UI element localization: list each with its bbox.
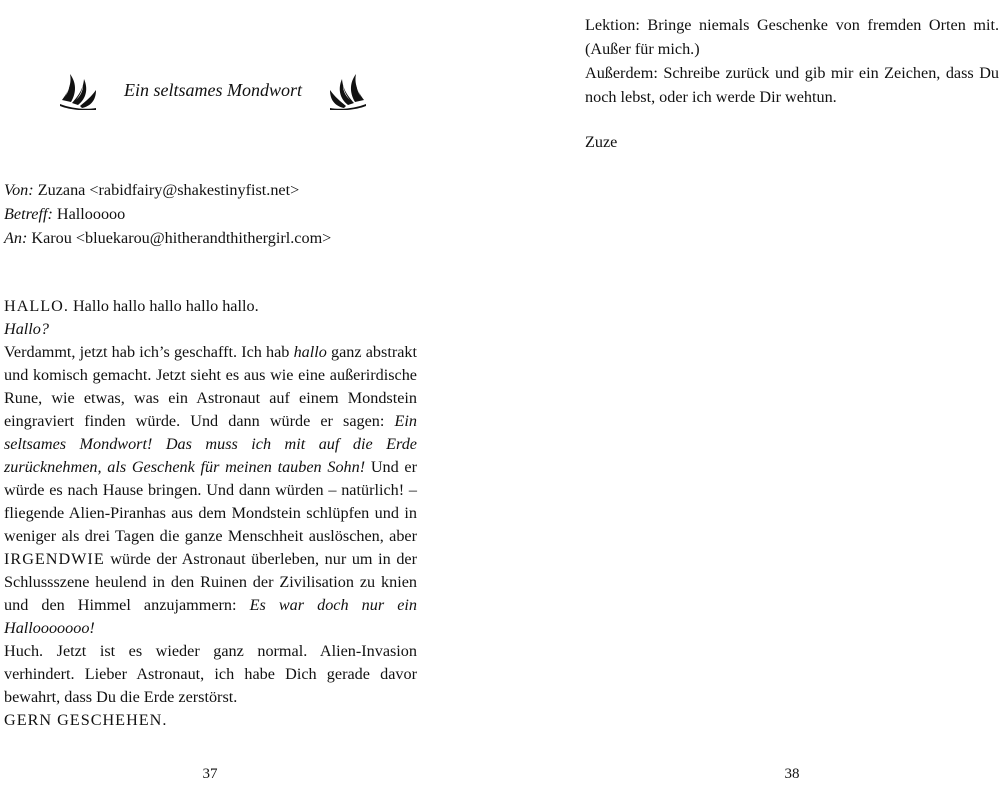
email-subject-line [4,202,331,226]
email-body [4,295,417,732]
chapter-heading [58,70,368,110]
email-from-line [4,178,331,202]
body-paragraph-huch: Huch. Jetzt ist es wieder ganz normal. Alien-Invasion verhindert. Lieber Astronaut, ich habe Dich gerade davor bewahrt, dass Du die Erde zerstörst. [4,642,417,706]
right-page [500,0,1000,800]
email-from-value: Zuzana <rabidfairy@shakestinyfist.net> [37,181,300,199]
body-text-run: ganz abstrakt und komisch gemacht. Jetzt sieht es aus wie eine außerirdische Rune, wie etwas, was ein Astronaut auf einem Mondstein eingraviert finden würde. Und dann würde er sagen: [4,343,417,430]
email-to-line [4,226,331,250]
body-text-run: würde der Astronaut überleben, nur um in der Schlussszene heulend in den Ruinen der Zivilisation zu knien und den Himmel anzujammern: [4,550,417,614]
email-subject-value: Hallooooo [56,205,126,223]
email-to-value: Karou <bluekarou@hitherandthithergirl.com> [31,229,332,247]
also-paragraph: Außerdem: Schreibe zurück und gib mir ein Zeichen, dass Du noch lebst, oder ich werde Dir wehtun. [585,64,999,106]
email-header [4,178,331,250]
left-flourish-icon [58,70,98,110]
signature: Zuze [585,133,618,151]
right-flourish-icon [328,70,368,110]
lesson-paragraph: Lektion: Bringe niemals Geschenke von fremden Orten mit. (Außer für mich.) [585,16,999,58]
email-from-label: Von: [4,181,34,199]
page-number-right: 38 [784,766,800,782]
page-number-left: 37 [202,766,218,782]
email-subject-label: Betreff: [4,205,53,223]
body-text-run: Und er würde es nach Hause bringen. Und dann würden – natürlich! – fliegende Alien-Piranhas aus dem Mondstein schlüpfen und in weniger als drei Tagen die ganze Menschheit auslöschen, aber [4,458,418,545]
body-hallo-rest: Hallo hallo hallo hallo hallo. [68,297,259,315]
body-italic-run: Ein seltsames Mondwort! Das muss ich mit auf die Erde zurücknehmen, als Geschenk für meinen tauben Sohn! [4,412,417,476]
body-closing: GERN GESCHEHEN. [4,711,168,729]
email-to-label: An: [4,229,28,247]
letter-continuation [585,13,999,109]
body-line-2 [4,318,417,341]
body-paragraph-main [4,341,417,640]
body-line-1 [4,295,417,318]
body-text-run: Verdammt, jetzt hab ich’s geschafft. Ich hab [4,343,294,361]
body-hallo-question: Hallo? [4,320,49,338]
body-caps-run: IRGENDWIE [4,550,105,568]
chapter-title: Ein seltsames Mondwort [124,79,302,100]
body-hallo-caps: HALLO. [4,297,69,315]
body-italic-run: hallo [293,343,327,361]
body-italic-run: Es war doch nur ein Hallooooooo! [4,596,417,637]
